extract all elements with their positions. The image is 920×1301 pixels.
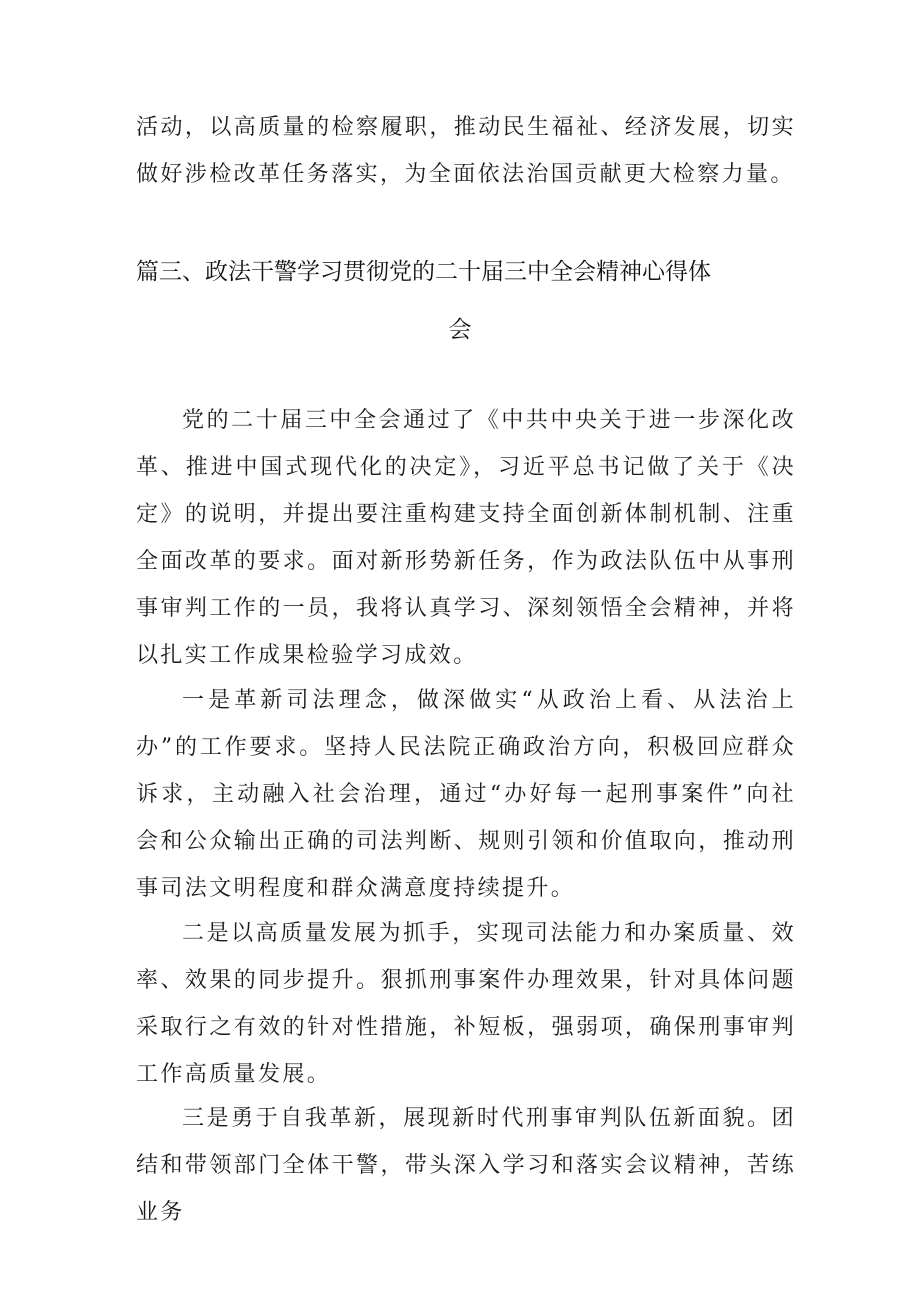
paragraph-point-one: 一是革新司法理念，做深做实“从政治上看、从法治上办”的工作要求。坚持人民法院正确政治方向，积极回应群众诉求，主动融入社会治理，通过“办好每一起刑事案件”向社会和公众输出正确的司法判断、规则引领和价值取向，推动刑事司法文明程度和群众满意度持续提升。 <box>136 688 796 901</box>
continued-paragraph: 活动，以高质量的检察履职，推动民生福祉、经济发展，切实做好涉检改革任务落实，为全面依法治国贡献更大检察力量。 <box>136 115 796 187</box>
paragraph-point-three: 三是勇于自我革新，展现新时代刑事审判队伍新面貌。团结和带领部门全体干警，带头深入学习和落实会议精神，苦练业务 <box>136 1106 796 1225</box>
paragraph-point-two: 二是以高质量发展为抓手，实现司法能力和办案质量、效率、效果的同步提升。狠抓刑事案件办理效果，针对具体问题采取行之有效的针对性措施，补短板，强弱项，确保刑事审判工作高质量发展。 <box>136 921 796 1087</box>
section-heading: 篇三、政法干警学习贯彻党的二十届三中全会精神心得体 <box>136 259 711 285</box>
paragraph-intro: 党的二十届三中全会通过了《中共中央关于进一步深化改革、推进中国式现代化的决定》，习近平总书记做了关于《决定》的说明，并提出要注重构建支持全面创新体制机制、注重全面改革的要求。面对新形势新任务，作为政法队伍中从事刑事审判工作的一员，我将认真学习、深刻领悟全会精神，并将以扎实工作成果检验学习成效。 <box>136 408 796 668</box>
section-heading-continuation: 会 <box>448 317 472 343</box>
